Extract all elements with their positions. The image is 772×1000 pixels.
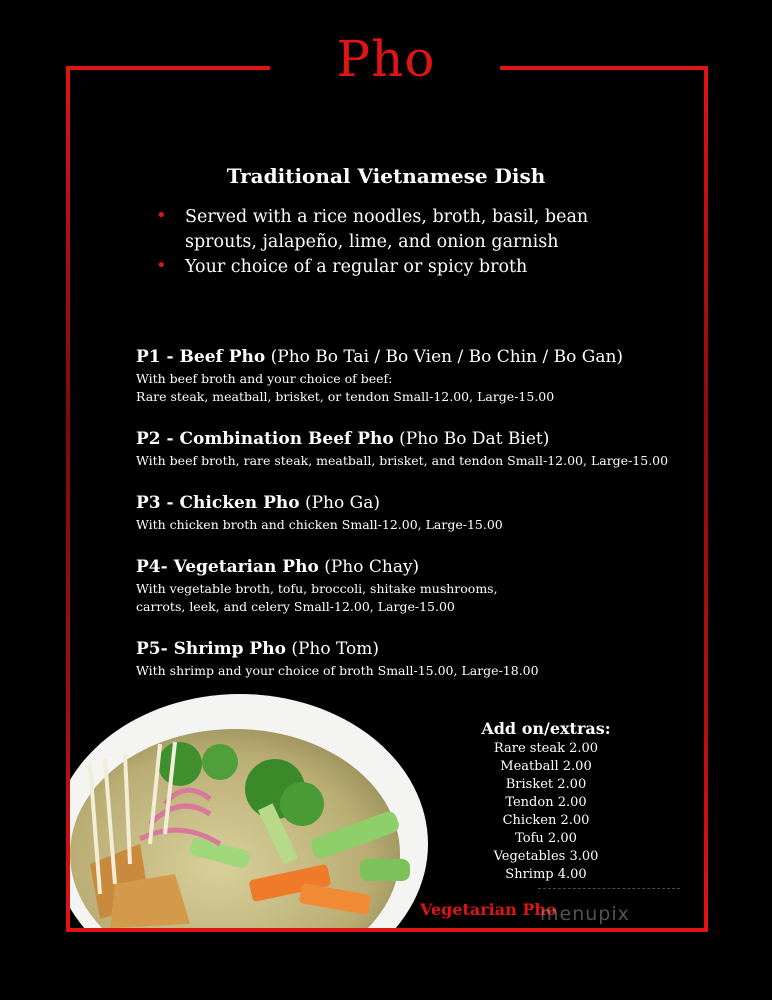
addon-item: Chicken 2.00 bbox=[502, 813, 590, 828]
bullet-text: Served with a rice noodles, broth, basil, bean sprouts, jalapeño, lime, and onion garnish bbox=[185, 207, 589, 252]
item-description: With vegetable broth, tofu, broccoli, shitake mushrooms, bbox=[136, 581, 498, 596]
item-title bbox=[136, 554, 696, 580]
menu-item-p4 bbox=[136, 554, 696, 616]
item-title bbox=[136, 426, 696, 452]
item-description: carrots, leek, and celery Small-12.00, Large-15.00 bbox=[136, 599, 455, 614]
item-description: With chicken broth and chicken Small-12.00, Large-15.00 bbox=[136, 517, 503, 532]
item-title bbox=[136, 636, 696, 662]
bullet-dot-icon: • bbox=[156, 255, 167, 276]
item-alt-name: (Pho Chay) bbox=[324, 557, 420, 577]
menu-item-p5 bbox=[136, 636, 696, 680]
item-name: P2 - Combination Beef Pho bbox=[136, 429, 394, 449]
addons-panel bbox=[456, 718, 636, 884]
item-name: P3 - Chicken Pho bbox=[136, 493, 300, 513]
addon-item: Meatball 2.00 bbox=[500, 759, 592, 774]
item-title bbox=[136, 344, 696, 370]
item-alt-name: (Pho Bo Dat Biet) bbox=[399, 429, 550, 449]
page-title: Pho bbox=[336, 30, 436, 88]
addon-item: Rare steak 2.00 bbox=[493, 741, 599, 756]
addon-item: Tofu 2.00 bbox=[515, 831, 577, 846]
pho-bowl-photo bbox=[70, 694, 430, 928]
watermark-logo: menupix bbox=[540, 903, 630, 925]
menu-item-p3 bbox=[136, 490, 696, 534]
item-name: P5- Shrimp Pho bbox=[136, 639, 286, 659]
item-description: With beef broth, rare steak, meatball, brisket, and tendon Small-12.00, Large-15.00 bbox=[136, 453, 669, 468]
item-name: P4- Vegetarian Pho bbox=[136, 557, 319, 577]
frame-right bbox=[704, 66, 708, 932]
addons-title: Add on/extras: bbox=[481, 719, 611, 738]
menu-item-p1 bbox=[136, 344, 696, 406]
item-name: P1 - Beef Pho bbox=[136, 347, 266, 367]
menu-item-p2 bbox=[136, 426, 696, 470]
addon-item: Vegetables 3.00 bbox=[493, 849, 599, 864]
item-alt-name: (Pho Tom) bbox=[291, 639, 379, 659]
addon-item: Tendon 2.00 bbox=[505, 795, 587, 810]
addon-item: Brisket 2.00 bbox=[505, 777, 587, 792]
watermark-line bbox=[538, 888, 680, 889]
bullet-item bbox=[156, 255, 596, 280]
description-bullets bbox=[156, 205, 596, 280]
item-description: With beef broth and your choice of beef: bbox=[136, 371, 393, 386]
photo-caption: Vegetarian Pho bbox=[420, 900, 557, 919]
item-alt-name: (Pho Ga) bbox=[304, 493, 380, 513]
bullet-dot-icon: • bbox=[156, 205, 167, 226]
item-description: With shrimp and your choice of broth Small-15.00, Large-18.00 bbox=[136, 663, 539, 678]
bullet-text: Your choice of a regular or spicy broth bbox=[185, 257, 528, 277]
frame-bottom bbox=[66, 928, 708, 932]
item-description: Rare steak, meatball, brisket, or tendon Small-12.00, Large-15.00 bbox=[136, 389, 555, 404]
menu-items bbox=[136, 344, 696, 700]
bullet-item bbox=[156, 205, 596, 255]
addons-list bbox=[456, 740, 636, 884]
pho-bowl-illustration bbox=[70, 694, 430, 928]
section-heading: Traditional Vietnamese Dish bbox=[226, 164, 546, 188]
item-title bbox=[136, 490, 696, 516]
addon-item: Shrimp 4.00 bbox=[505, 867, 587, 882]
item-alt-name: (Pho Bo Tai / Bo Vien / Bo Chin / Bo Gan) bbox=[270, 347, 624, 367]
